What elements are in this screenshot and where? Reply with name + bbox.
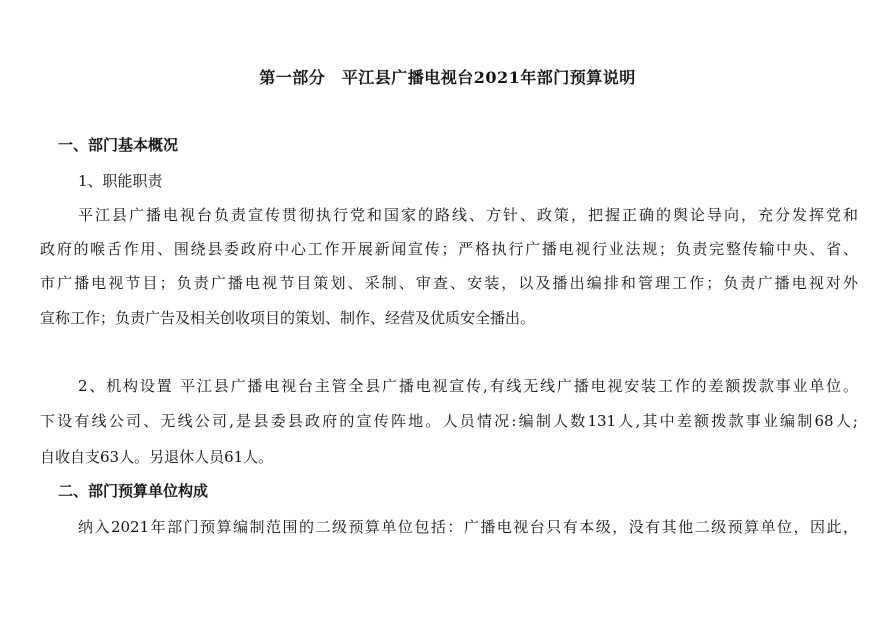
paragraph-line: 自收自支63人。另退休人员61人。 [40, 448, 274, 466]
paragraph-line: 下设有线公司、无线公司,是县委县政府的宣传阵地。人员情况:编制人数131人,其中差额拨款事业编制68人; [40, 412, 858, 430]
section-heading-overview: 一、部门基本概况 [58, 136, 179, 154]
paragraph-line: 纳入2021年部门预算编制范围的二级预算单位包括：广播电视台只有本级，没有其他二级预算单位，因此， [78, 518, 858, 536]
section-heading-units: 二、部门预算单位构成 [58, 482, 209, 500]
document-title: 第一部分 平江县广播电视台2021年部门预算说明 [259, 68, 636, 87]
paragraph-line: 2、机构设置 平江县广播电视台主管全县广播电视宣传,有线无线广播电视安装工作的差额拨款事业单位。 [78, 377, 858, 395]
paragraph-line: 宣称工作；负责广告及相关创收项目的策划、制作、经营及优质安全播出。 [40, 309, 536, 327]
subsection-heading-functions: 1、职能职责 [78, 172, 163, 190]
paragraph-line: 市广播电视节目；负责广播电视节目策划、采制、审查、安装，以及播出编排和管理工作；负责广播电视对外 [40, 274, 858, 292]
paragraph-line: 政府的喉舌作用、围绕县委政府中心工作开展新闻宣传；严格执行广播电视行业法规；负责完整传输中央、省、 [40, 240, 858, 258]
paragraph-line: 平江县广播电视台负责宣传贯彻执行党和国家的路线、方针、政策，把握正确的舆论导向，充分发挥党和 [78, 206, 858, 224]
